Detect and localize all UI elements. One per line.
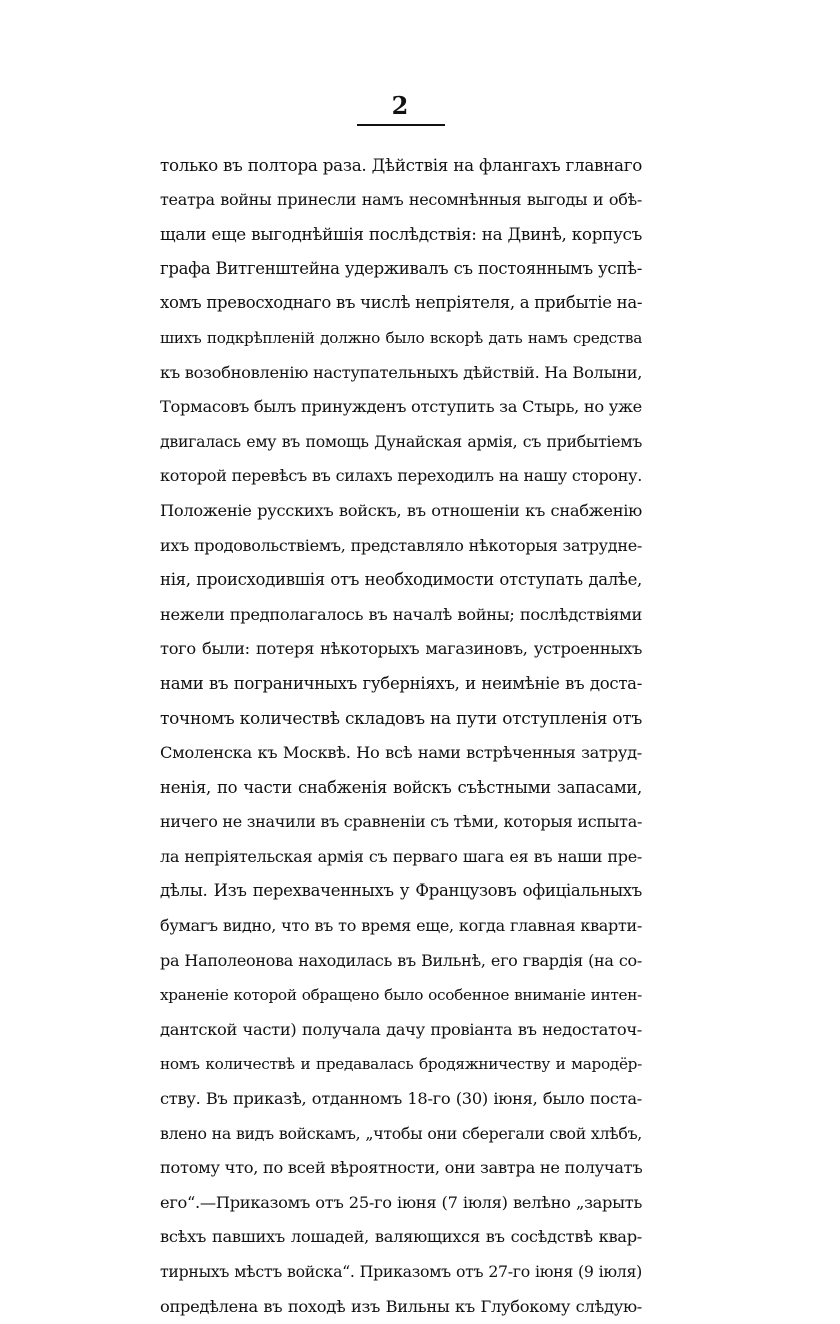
text-line: хомъ превосходнаго въ числѣ непріятеля, а прибытіе на-: [160, 293, 643, 313]
text-line: точномъ количествѣ складовъ на пути отступленія отъ: [160, 708, 642, 729]
text-line: всѣхъ павшихъ лошадей, валяющихся въ сосѣдствѣ квар-: [160, 1227, 642, 1247]
text-line: шихъ подкрѣпленій должно было вскорѣ дать намъ средства: [160, 328, 642, 347]
text-line: нія, происходившія отъ необходимости отступать далѣе,: [160, 570, 642, 590]
text-line: двигалась ему въ помощь Дунайская армія, съ прибытіемъ: [160, 431, 642, 451]
text-line: номъ количествѣ и предавалась бродяжничеству и мародёр-: [160, 1055, 642, 1074]
text-line: театра войны принесли намъ несомнѣнныя выгоды и обѣ-: [160, 189, 642, 209]
text-line: тирныхъ мѣстъ войска“. Приказомъ отъ 27-го іюня (9 іюля): [160, 1262, 642, 1281]
text-line: ненія, по части снабженія войскъ съѣстными запасами,: [160, 777, 642, 797]
header-rule: [357, 124, 445, 126]
text-line: потому что, по всей вѣроятности, они завтра не получатъ: [160, 1158, 643, 1178]
text-line: дантской части) получала дачу провіанта въ недостаточ-: [160, 1019, 642, 1039]
text-line: Положеніе русскихъ войскъ, въ отношеніи къ снабженію: [160, 500, 642, 520]
text-line: Смоленска къ Москвѣ. Но всѣ нами встрѣченныя затруд-: [160, 743, 642, 763]
page-header: [0, 92, 800, 120]
text-line: графа Витгенштейна удерживалъ съ постояннымъ успѣ-: [160, 258, 642, 278]
text-line: того были: потеря нѣкоторыхъ магазиновъ, устроенныхъ: [160, 639, 642, 659]
text-line: только въ полтора раза. Дѣйствія на флангахъ главнаго: [160, 155, 642, 175]
text-line: храненіе которой обращено было особенное вниманіе интен-: [160, 986, 642, 1005]
body-text: [160, 148, 642, 1324]
text-line: влено на видъ войскамъ, „чтобы они сберегали свой хлѣбъ,: [160, 1123, 642, 1143]
text-line: дѣлы. Изъ перехваченныхъ у Французовъ офиціальныхъ: [160, 881, 642, 901]
text-line: Тормасовъ былъ принужденъ отступить за Стырь, но уже: [160, 397, 642, 417]
text-line: ству. Въ приказѣ, отданномъ 18-го (30) іюня, было поста-: [160, 1089, 642, 1109]
text-line: ла непріятельская армія съ перваго шага ея въ наши пре-: [160, 846, 642, 866]
text-line: ихъ продовольствіемъ, представляло нѣкоторыя затрудне-: [160, 535, 642, 555]
text-line: его“.—Приказомъ отъ 25-го іюня (7 іюля) велѣно „зарыть: [160, 1192, 642, 1212]
text-line: нежели предполагалось въ началѣ войны; послѣдствіями: [160, 604, 642, 624]
text-line: бумагъ видно, что въ то время еще, когда главная кварти-: [160, 916, 642, 936]
text-line: опредѣлена въ походѣ изъ Вильны къ Глубокому слѣдую-: [160, 1296, 642, 1316]
text-line: нами въ пограничныхъ губерніяхъ, и неимѣніе въ доста-: [160, 673, 642, 693]
text-line: щали еще выгоднѣйшія послѣдствія: на Двинѣ, корпусъ: [160, 224, 642, 245]
text-line: которой перевѣсъ въ силахъ переходилъ на нашу сторону.: [160, 466, 642, 486]
text-line: ничего не значили въ сравненіи съ тѣми, которыя испыта-: [160, 812, 643, 832]
text-line: ра Наполеонова находилась въ Вильнѣ, его гвардія (на со-: [160, 950, 642, 970]
text-line: къ возобновленію наступательныхъ дѣйствій. На Волыни,: [160, 362, 643, 382]
page-number: 2: [391, 91, 409, 120]
